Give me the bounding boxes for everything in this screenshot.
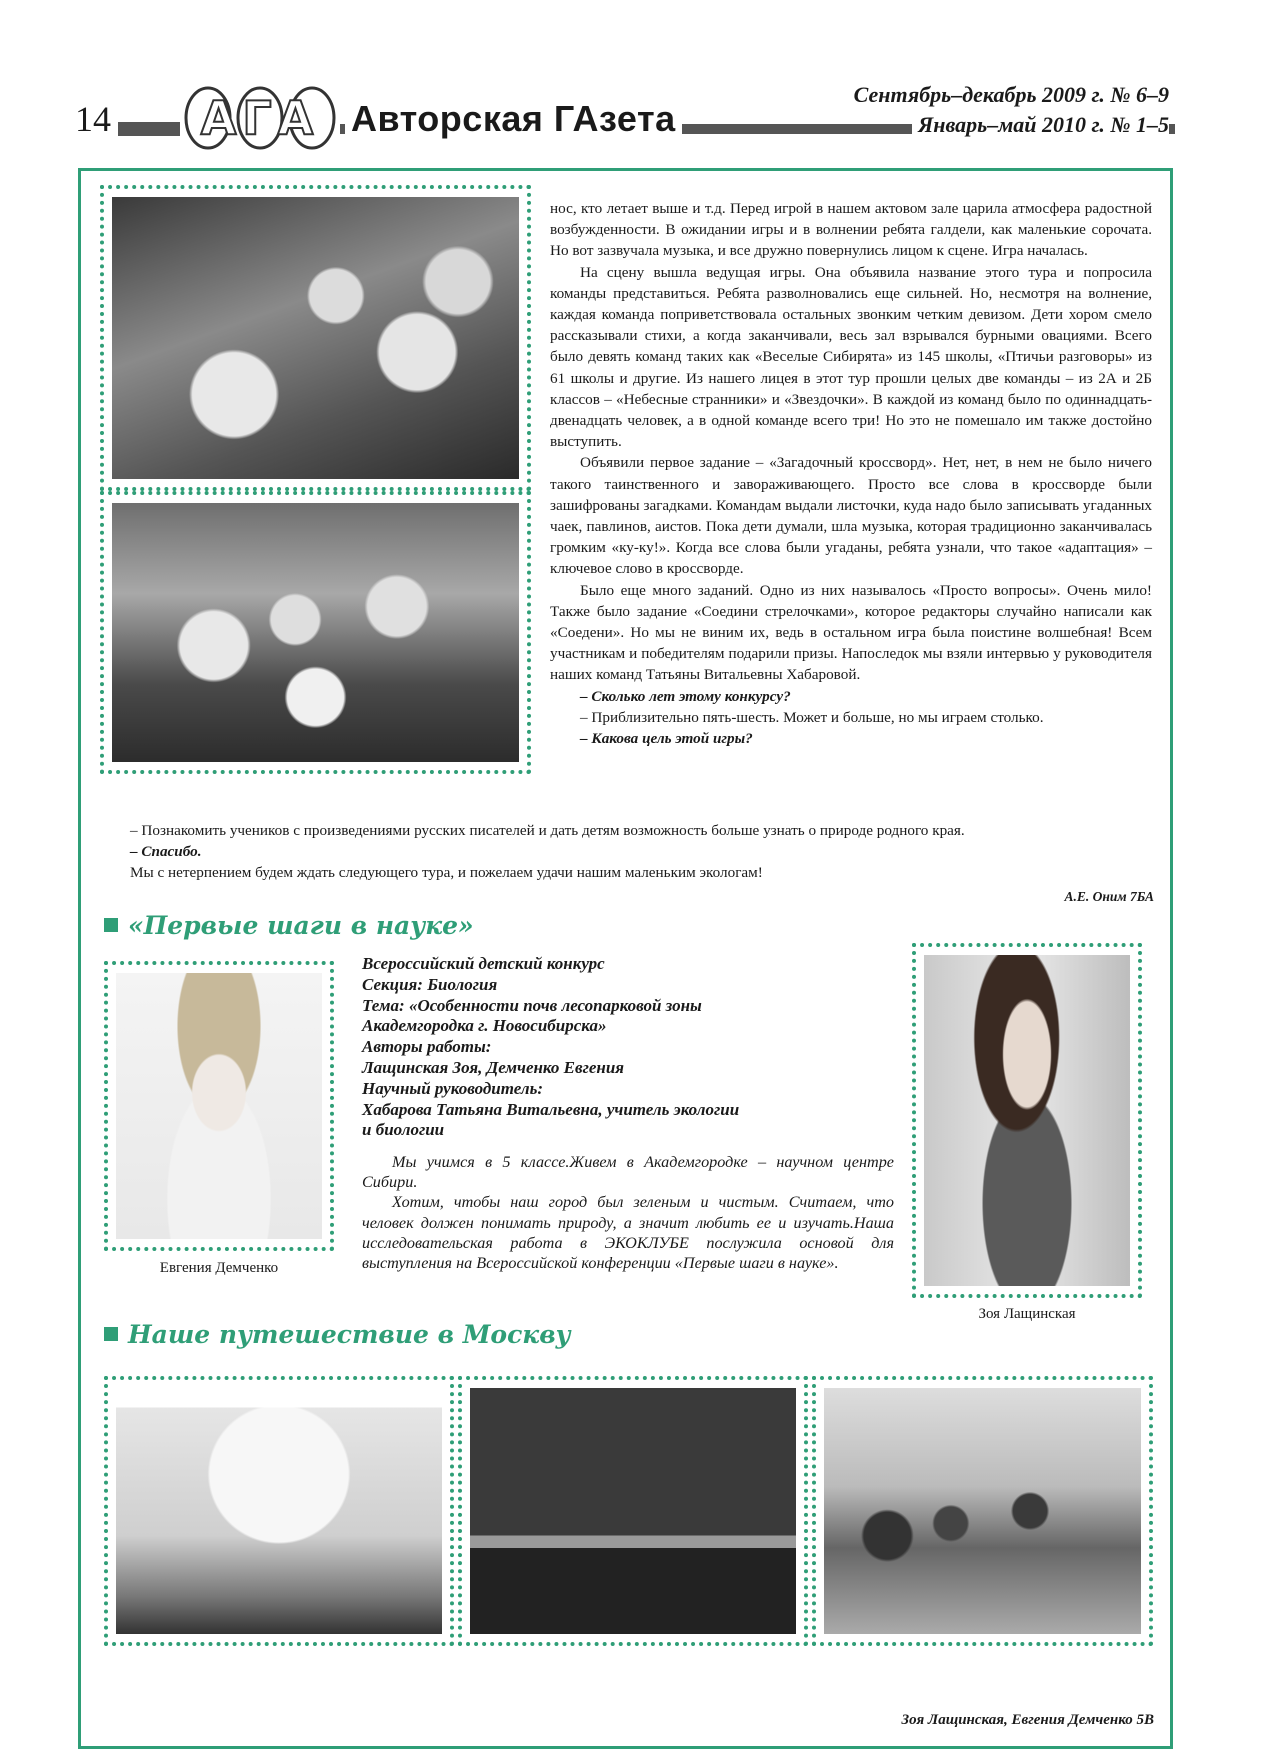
paragraph: нос, кто летает выше и т.д. Перед игрой в нашем актовом зале царила атмосфера радостной возбужденности. В ожидании игры и в волнении ребята галдели, как маленькие сорочата. Но вот зазвучала музыка, и все дружно повернулись лицом к сцене. Игра началась. — [550, 200, 1152, 260]
page-number: 14 — [75, 99, 111, 139]
section-title: «Первые шаги в науке» — [104, 911, 474, 940]
info-line: Лащинская Зоя, Демченко Евгения — [362, 1057, 625, 1077]
paragraph: Мы учимся в 5 классе.Живем в Академгородке – научном центре Сибири. — [362, 1153, 894, 1192]
interview-answer: – Приблизительно пять-шесть. Может и больше, но мы играем столько. — [580, 708, 1044, 726]
article-column — [550, 198, 1152, 749]
info-line: и биологии — [362, 1120, 445, 1140]
interview-question: – Сколько лет этому конкурсу? — [580, 687, 791, 705]
section-title: Наше путешествие в Москву — [104, 1320, 571, 1349]
info-line: Всероссийский детский конкурс — [362, 954, 605, 973]
issue-line: Сентябрь–декабрь 2009 г. № 6–9 — [853, 82, 1169, 107]
contest-info — [362, 954, 922, 1141]
aga-logo — [180, 66, 340, 156]
photo-moscow-2 — [458, 1376, 808, 1646]
interview-answer: – Познакомить учеников с произведениями русских писателей и дать детям возможность больше узнать о природе родного края. — [130, 822, 965, 839]
photo-children-2 — [100, 491, 531, 774]
paragraph: На сцену вышла ведущая игры. Она объявила название этого тура и попросила команды представиться. Ребята разволновались еще сильней. Но, несмотря на волнение, каждая команда поприветствовала остальных звонким четким девизом. Дети хором смело рассказывали стихи, а когда заканчивали, весь зал взрывался бурными овациями. Всего было девять команд таких как «Веселые Сибирята» из 145 школы, «Птичьи разговоры» из 61 школы и другие. Из нашего лицея в этот тур прошли целых две команды – из 2А и 2Б классов – «Небесные странники» и «Звездочки». В каждой из команд было по одиннадцать-двенадцать человек, а в одной команде всего три! Но это не помешало им также достойно выступить. — [550, 263, 1152, 451]
paragraph: Хотим, чтобы наш город был зеленым и чистым. Считаем, что человек должен понимать природу, а значит любить ее и изучать.Наша исследовательская работа в ЭКОКЛУБЕ послужила основой для выступления на Всероссийской конференции «Первые шаги в науке». — [362, 1193, 894, 1273]
photo-zoya — [912, 943, 1142, 1298]
info-line: Научный руководитель: — [362, 1078, 544, 1098]
header-rule — [118, 122, 188, 136]
article-author: А.Е. Оним 7БА — [1064, 889, 1154, 904]
article-ending — [130, 820, 1150, 884]
info-line: Хабарова Татьяна Витальевна, учитель экологии — [362, 1099, 740, 1119]
square-bullet-icon — [104, 918, 118, 932]
square-bullet-icon — [104, 1327, 118, 1341]
photo-caption: Зоя Лащинская — [978, 1306, 1076, 1322]
paper-name: Авторская ГАзета — [345, 98, 682, 140]
photo-caption: Евгения Демченко — [159, 1260, 279, 1276]
photo-evgenia — [104, 961, 334, 1251]
section-author: Зоя Лащинская, Евгения Демченко 5В — [901, 1712, 1154, 1728]
interview-question: – Спасибо. — [130, 843, 202, 861]
closing-line: Мы с нетерпением будем ждать следующего тура, и пожелаем удачи нашим маленьким экологам! — [130, 864, 763, 882]
info-line: Секция: Биология — [362, 974, 498, 994]
photo-moscow-3 — [812, 1376, 1153, 1646]
info-line: Тема: «Особенности почв лесопарковой зоны — [362, 995, 702, 1015]
paragraph: Было еще много заданий. Одно из них называлось «Просто вопросы». Очень мило! Также было задание «Соедини стрелочками», которое редакторы случайно написали как «Соедени». Но мы не виним их, ведь в остальном игра была поистине волшебная! Всем участникам и победителям подарили призы. Напоследок мы взяли интервью у руководителя наших команд Татьяны Витальевны Хабаровой. — [550, 581, 1152, 684]
issue-line: Январь–май 2010 г. № 1–5 — [912, 112, 1169, 138]
contest-text — [362, 1152, 894, 1273]
photo-children-1 — [100, 185, 531, 491]
paragraph: Объявили первое задание – «Загадочный кроссворд». Нет, нет, в нем не было ничего такого таинственного и завораживающего. Просто все слова в кроссворде были зашифрованы загадками. Командам выдали листочки, куда надо было записывать угаданных чаек, павлинов, аистов. Пока дети думали, шла музыка, которая традиционно заканчивалась громким «ку-ку!». Когда все слова были угаданы, ребята узнали, что такое «адаптация» – ключевое слово в кроссворде. — [550, 454, 1152, 578]
info-line: Академгородка г. Новосибирска» — [362, 1016, 607, 1036]
photo-moscow-1 — [104, 1376, 454, 1646]
logo-text: АГА — [200, 91, 320, 145]
interview-question: – Какова цель этой игры? — [580, 730, 753, 748]
info-line: Авторы работы: — [362, 1037, 492, 1057]
